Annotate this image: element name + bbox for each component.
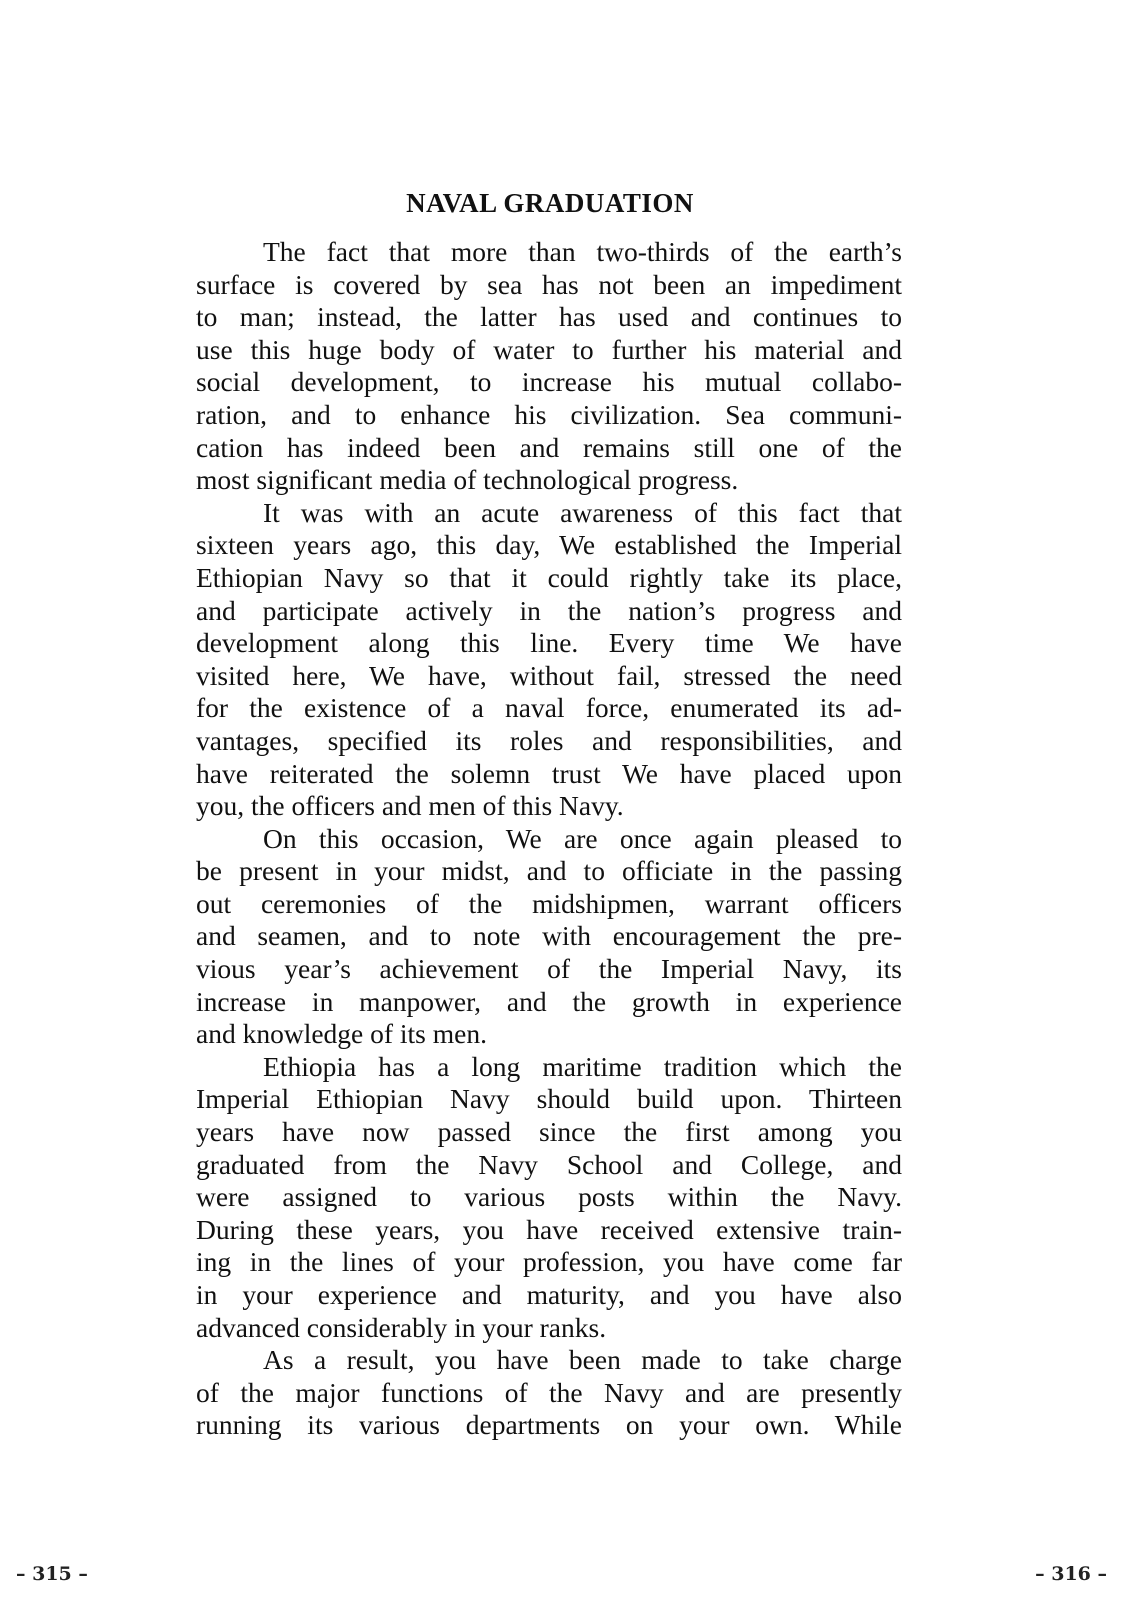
text-line: be present in your midst, and to officiate in the passing [196,855,902,887]
text-line: you, the officers and men of this Navy. [196,790,624,822]
text-line: vious year’s achievement of the Imperial Navy, its [196,953,902,985]
paragraph [196,1344,902,1442]
page-title: NAVAL GRADUATION [406,188,694,219]
text-line: social development, to increase his mutual collabo- [196,366,902,398]
text-line: to man; instead, the latter has used and continues to [196,301,902,333]
text-line: surface is covered by sea has not been an impediment [196,268,902,300]
text-line: years have now passed since the first among you [196,1116,902,1148]
text-line: During these years, you have received extensive train- [196,1213,902,1245]
body-text [196,236,902,1442]
text-line: visited here, We have, without fail, stressed the need [196,659,902,691]
text-line: have reiterated the solemn trust We have placed upon [196,757,902,789]
text-line: advanced considerably in your ranks. [196,1311,607,1343]
text-line: development along this line. Every time We have [196,627,902,659]
text-line: vantages, specified its roles and responsibilities, and [196,724,902,756]
text-line: cation has indeed been and remains still one of the [196,431,902,463]
text-line: of the major functions of the Navy and are presently [196,1376,902,1408]
paragraph [196,1051,902,1344]
paragraph [196,823,902,1051]
text-line: The fact that more than two-thirds of the earth’s [263,236,902,267]
text-line: were assigned to various posts within the Navy. [196,1181,902,1213]
paragraph [196,497,902,823]
text-line: out ceremonies of the midshipmen, warrant officers [196,887,902,919]
text-line: and participate actively in the nation’s progress and [196,594,902,626]
text-line: On this occasion, We are once again pleased to [263,822,902,854]
text-line: It was with an acute awareness of this fact that [263,496,902,528]
text-line: As a result, you have been made to take charge [263,1344,902,1376]
text-line: graduated from the Navy School and College, and [196,1148,902,1180]
text-line: ing in the lines of your profession, you have come far [196,1246,902,1278]
text-line: use this huge body of water to further his material and [196,333,902,365]
text-line: most significant media of technological progress. [196,464,739,496]
text-line: and knowledge of its men. [196,1018,487,1050]
paragraph [196,236,902,497]
page-number-left: – 315 – [16,1563,88,1585]
text-line: increase in manpower, and the growth in experience [196,985,902,1017]
text-line: Imperial Ethiopian Navy should build upon. Thirteen [196,1083,902,1115]
text-line: in your experience and maturity, and you have also [196,1279,902,1310]
text-line: for the existence of a naval force, enumerated its ad- [196,692,902,724]
text-line: sixteen years ago, this day, We established the Imperial [196,529,902,561]
text-line: Ethiopia has a long maritime tradition which the [263,1050,902,1082]
text-line: running its various departments on your own. While [196,1409,902,1441]
page-number-right: – 316 – [1035,1563,1107,1585]
text-line: and seamen, and to note with encouragement the pre- [196,920,902,952]
text-line: ration, and to enhance his civilization. Sea communi- [196,398,902,430]
text-line: Ethiopian Navy so that it could rightly take its place, [196,561,902,593]
